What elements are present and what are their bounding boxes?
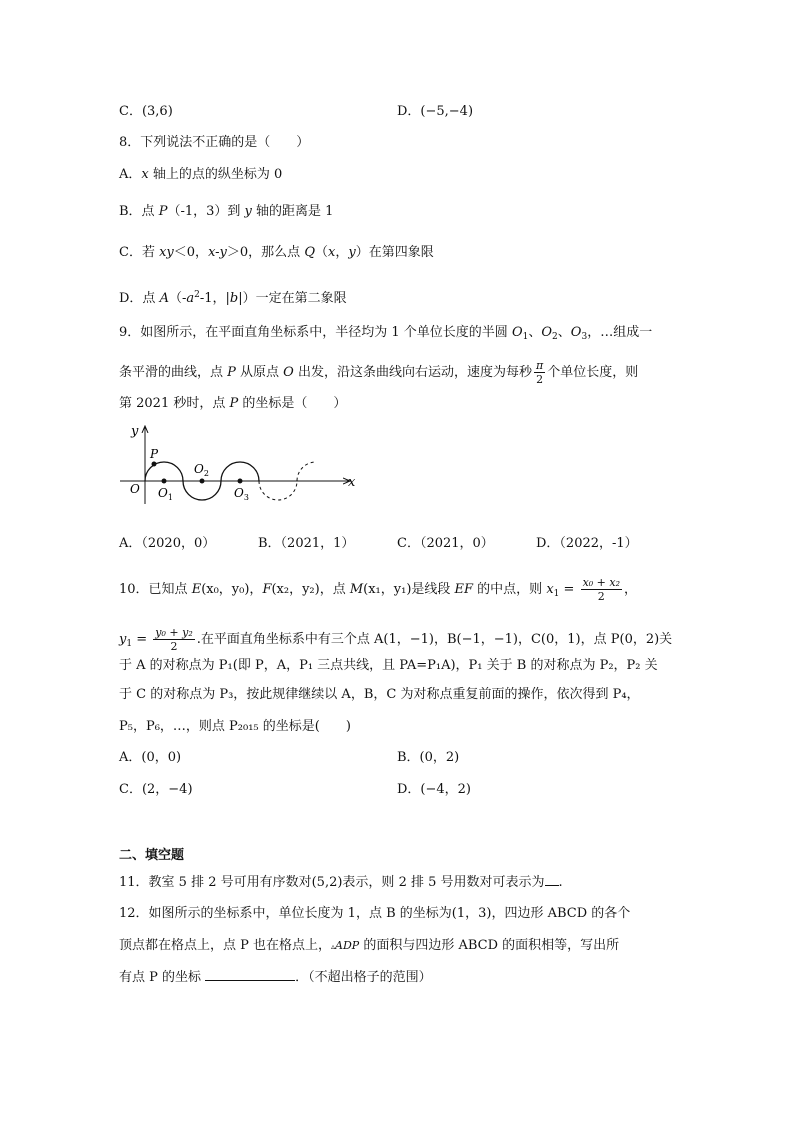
q10-stem-line3: 于 A 的对称点为 P₁(即 P，A，P₁ 三点共线，且 PA=P₁A)，P₁ 关于 B 的对称点为 P₂，P₂ 关 — [119, 658, 658, 673]
q9-stem-line3: 第 2021 秒时，点 P 的坐标是（ ） — [119, 396, 347, 411]
point-o3 — [238, 479, 243, 484]
o1-label: $O_1$ — [158, 486, 173, 502]
o2-label: $O_2$ — [194, 462, 209, 478]
x-midpoint-fraction: $\frac{\text{x₀ + x₂}}{2}$ — [582, 576, 620, 603]
q12-stem-line2: 顶点都在格点上，点 P 也在格点上，▵ADP 的面积与四边形 ABCD 的面积相等，写出所 — [119, 938, 620, 953]
point-p — [152, 462, 157, 467]
q8-stem: 8．下列说法不正确的是（ ） — [119, 135, 310, 150]
q10-stem-line5: P₅，P₆，…，则点 P₂₀₁₅ 的坐标是( ) — [119, 719, 351, 734]
x-label: x — [348, 475, 356, 490]
pi-over-2-fraction: $\frac{\pi}{2}$ — [535, 359, 544, 386]
q10-option-c: C．(2，−4) — [119, 782, 193, 797]
o3-label: $O_3$ — [234, 486, 249, 502]
q9-option-a: A．（2020，0） — [119, 536, 216, 551]
section-fill-in-title: 二、填空题 — [119, 848, 185, 863]
q10-option-d: D．(−4，2) — [397, 782, 472, 797]
q9-option-d: D．（2022，-1） — [536, 536, 638, 551]
q8-option-a: A．x 轴上的点的纵坐标为 0 — [119, 167, 283, 182]
q11-answer-blank[interactable] — [545, 873, 559, 886]
q10-stem-line4: 于 C 的对称点为 P₃，按此规律继续以 A，B，C 为对称点重复前面的操作，依次得到 P₄， — [119, 687, 640, 702]
q7-option-d: D．(−5,−4) — [397, 104, 474, 119]
q10-stem-line1: 10．已知点 E(x₀，y₀)，F(x₂，y₂)，点 M(x₁，y₁)是线段 EF 的中点，则 $x_1$ = $\frac{\text{x₀ + x₂}}{2}$ ， — [119, 576, 638, 603]
q10-option-b: B．(0，2) — [397, 750, 460, 765]
q9-option-b: B．（2021，1） — [258, 536, 355, 551]
y-midpoint-fraction: $\frac{\text{y₀ + y₂}}{2}$ — [155, 626, 193, 653]
q9-option-c: C．（2021，0） — [397, 536, 494, 551]
q9-stem-line1: 9．如图所示，在平面直角坐标系中，半径均为 1 个单位长度的半圆 $O_1$、$O_2$、$O_3$，…组成一 — [119, 325, 653, 342]
q8-option-d: D．点 $A(-a^2-1$，|b|）一定在第二象限 — [119, 290, 347, 306]
q9-stem-line2: 条平滑的曲线，点 P 从原点 O 出发，沿这条曲线向右运动，速度为每秒 $\frac{\pi}{2}$ 个单位长度，则 — [119, 359, 639, 386]
q8-option-c: C．若 xy＜0，x-y＞0，那么点 Q（x，y）在第四象限 — [119, 245, 434, 260]
q11-stem: 11．教室 5 排 2 号可用有序数对(5,2)表示，则 2 排 5 号用数对可表示为 . — [119, 875, 563, 890]
q10-stem-line2: $y_1$ = $\frac{\text{y₀ + y₂}}{2}$ .在平面直角坐标系中有三个点 A(1，−1)，B(−1，−1)，C(0，1)，点 P(0，2)关 — [119, 626, 673, 653]
point-o2 — [200, 479, 205, 484]
y-label: y — [131, 424, 139, 439]
origin-label: O — [130, 482, 140, 496]
q7-option-c: C．(3,6) — [119, 104, 173, 119]
q12-stem-line3: 有点 P 的坐标 ．（不超出格子的范围） — [119, 970, 432, 985]
q12-answer-blank[interactable] — [205, 968, 295, 981]
point-o1 — [162, 479, 167, 484]
q9-semicircle-figure — [118, 420, 363, 505]
q12-stem-line1: 12．如图所示的坐标系中，单位长度为 1，点 B 的坐标为(1，3)，四边形 ABCD 的各个 — [119, 906, 631, 921]
q8-option-b: B．点 P（-1，3）到 y 轴的距离是 1 — [119, 204, 334, 219]
q10-option-a: A．(0，0) — [119, 750, 182, 765]
p-label: P — [150, 447, 159, 461]
